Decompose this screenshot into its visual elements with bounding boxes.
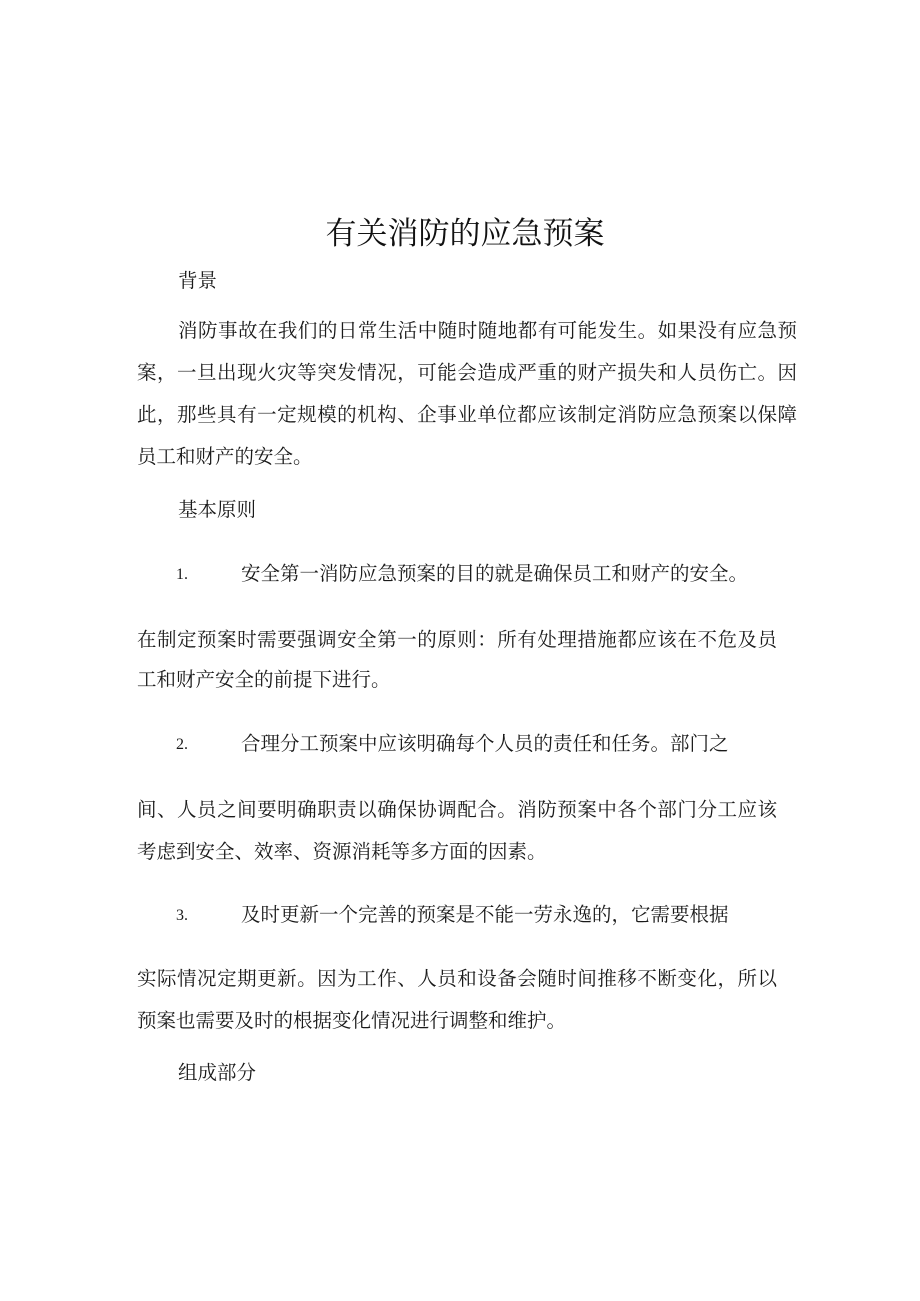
section-heading-background: 背景: [178, 269, 218, 292]
paragraph-line: 消防事故在我们的日常生活中随时随地都有可能发生。如果没有应急预: [178, 319, 797, 342]
paragraph-line: 间、人员之间要明确职责以确保协调配合。消防预案中各个部门分工应该: [137, 798, 777, 821]
list-item-text: 安全第一消防应急预案的目的就是确保员工和财产的安全。: [241, 562, 749, 585]
section-heading-principles: 基本原则: [178, 498, 257, 521]
paragraph-line: 实际情况定期更新。因为工作、人员和设备会随时间推移不断变化，所以: [137, 967, 777, 990]
list-item-text: 及时更新一个完善的预案是不能一劳永逸的，它需要根据: [241, 903, 729, 926]
paragraph-line: 案，一旦出现火灾等突发情况，可能会造成严重的财产损失和人员伤亡。因: [137, 361, 797, 384]
paragraph-line: 预案也需要及时的根据变化情况进行调整和维护。: [137, 1009, 567, 1032]
paragraph-line: 在制定预案时需要强调安全第一的原则：所有处理措施都应该在不危及员: [137, 628, 777, 651]
list-item-number: 1.: [176, 566, 188, 583]
paragraph-line: 员工和财产的安全。: [137, 445, 313, 468]
paragraph-line: 此，那些具有一定规模的机构、企事业单位都应该制定消防应急预案以保障: [137, 403, 797, 426]
list-item-number: 3.: [176, 907, 188, 924]
section-heading-components: 组成部分: [178, 1061, 257, 1084]
paragraph-line: 考虑到安全、效率、资源消耗等多方面的因素。: [137, 840, 547, 863]
page-title: 有关消防的应急预案: [325, 216, 605, 252]
list-item-text: 合理分工预案中应该明确每个人员的责任和任务。部门之: [241, 732, 729, 755]
paragraph-line: 工和财产安全的前提下进行。: [137, 668, 391, 691]
list-item-number: 2.: [176, 736, 188, 753]
